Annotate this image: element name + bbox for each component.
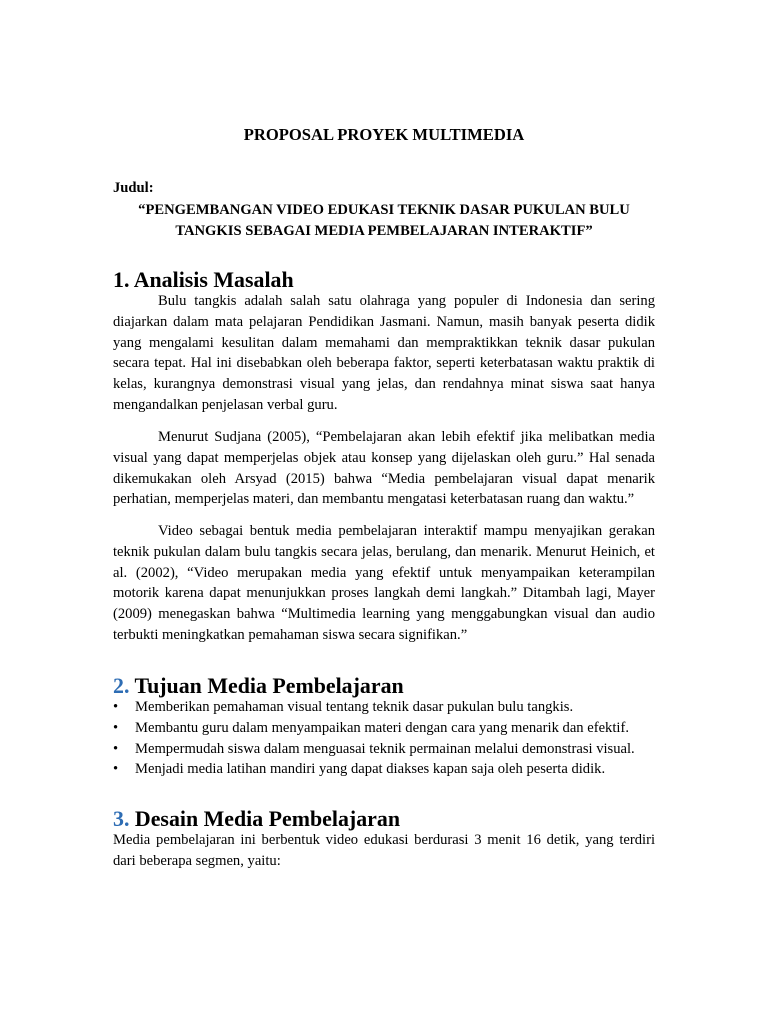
bullet-icon: • xyxy=(113,699,119,715)
list-item xyxy=(113,739,655,760)
section-1-paragraph-3: Video sebagai bentuk media pembelajaran interaktif mampu menyajikan gerakan teknik pukulan dalam bulu tangkis secara jelas, berulang, dan menarik. Menurut Heinich, et al. (2002), “Video merupakan media yang efektif untuk menyampaikan keterampilan motorik karena dapat menunjukkan proses langkah demi langkah.” Ditambah lagi, Mayer (2009) menegaskan bahwa “Multimedia learning yang menggabungkan visual dan audio terbukti meningkatkan pemahaman siswa secara signifikan.” xyxy=(113,523,655,643)
list-item-text: Mempermudah siswa dalam menguasai teknik permainan melalui demonstrasi visual. xyxy=(135,740,635,757)
objectives-list xyxy=(113,697,655,780)
bullet-icon: • xyxy=(113,761,119,778)
document-page xyxy=(113,0,655,1024)
section-3-heading xyxy=(113,806,655,831)
list-item-text: Membantu guru dalam menyampaikan materi dengan cara yang menarik dan efektif. xyxy=(135,719,629,736)
judul-label: Judul: xyxy=(113,180,154,196)
section-3-paragraph-1: Media pembelajaran ini berbentuk video edukasi berdurasi 3 menit 16 detik, yang terdiri dari beberapa segmen, yaitu: xyxy=(113,832,655,869)
list-item xyxy=(113,759,655,780)
section-1-paragraph-2: Menurut Sudjana (2005), “Pembelajaran akan lebih efektif jika melibatkan media visual yang dapat memperjelas objek atau konsep yang dijelaskan oleh guru.” Hal senada dikemukakan oleh Arsyad (2015) bahwa “Media pembelajaran visual dapat menarik perhatian, memperjelas materi, dan membantu mengatasi keterbatasan ruang dan waktu.” xyxy=(113,429,655,508)
bullet-icon: • xyxy=(113,719,119,736)
list-item xyxy=(113,697,655,718)
document-title: PROPOSAL PROYEK MULTIMEDIA xyxy=(243,125,525,144)
section-1-number: 1. xyxy=(113,267,130,292)
section-3-number: 3. xyxy=(113,806,130,831)
section-2-title: Tujuan Media Pembelajaran xyxy=(134,673,404,698)
list-item xyxy=(113,718,655,739)
section-1-paragraph-1: Bulu tangkis adalah salah satu olahraga yang populer di Indonesia dan sering diajarkan dalam mata pelajaran Pendidikan Jasmani. Namun, masih banyak peserta didik yang mengalami kesulitan dalam memahami dan mempraktikkan teknik dasar pukulan secara tepat. Hal ini disebabkan oleh beberapa faktor, seperti keterbatasan waktu praktik di kelas, kurangnya demonstrasi visual yang jelas, dan rendahnya minat siswa saat hanya mengandalkan penjelasan verbal guru. xyxy=(113,293,655,413)
section-3-title: Desain Media Pembelajaran xyxy=(134,806,400,831)
bullet-icon: • xyxy=(113,740,119,757)
section-1-heading xyxy=(113,267,655,292)
section-2-number: 2. xyxy=(113,673,130,698)
list-item-text: Menjadi media latihan mandiri yang dapat diakses kapan saja oleh peserta didik. xyxy=(135,761,606,778)
section-1-title: Analisis Masalah xyxy=(133,267,294,292)
list-item-text: Memberikan pemahaman visual tentang teknik dasar pukulan bulu tangkis. xyxy=(135,699,574,715)
section-2-heading xyxy=(113,673,655,698)
judul-text: “PENGEMBANGAN VIDEO EDUKASI TEKNIK DASAR PUKULAN BULU TANGKIS SEBAGAI MEDIA PEMBELAJARAN INTERAKTIF” xyxy=(138,202,630,239)
